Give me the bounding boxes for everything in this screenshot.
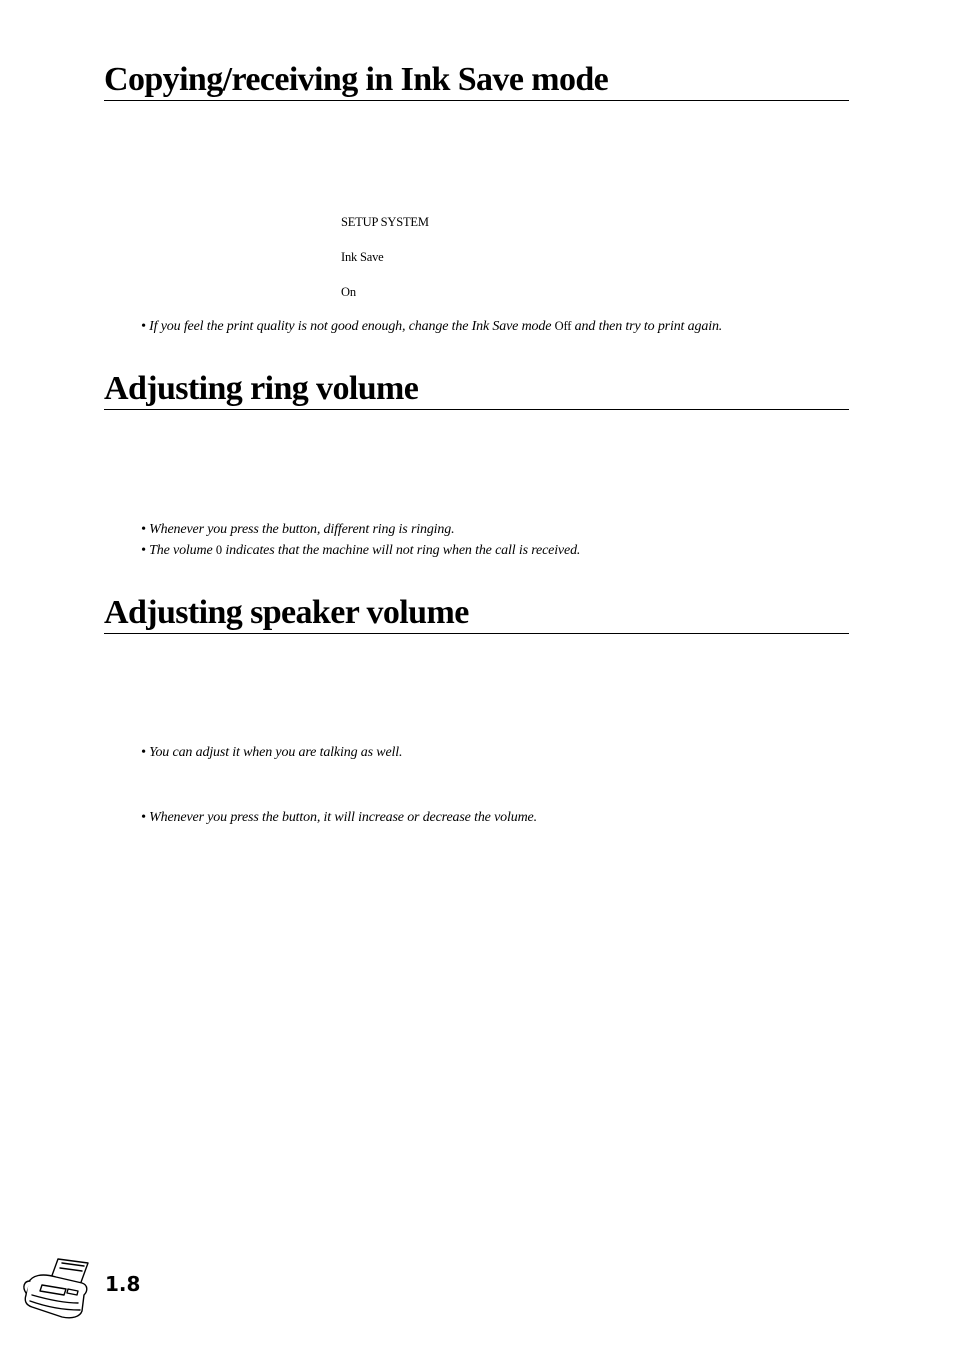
note-ring-suffix: indicates that the machine will not ring when the call is received. bbox=[222, 543, 581, 558]
note-speaker-talking: • You can adjust it when you are talking as well. bbox=[141, 745, 403, 760]
lcd-line-setup-system: SETUP SYSTEM bbox=[341, 215, 429, 229]
fax-machine-icon bbox=[22, 1255, 94, 1321]
page-number: 1.8 bbox=[105, 1272, 141, 1296]
note-ring-volume-zero bbox=[141, 542, 580, 559]
heading-ring-volume: Adjusting ring volume bbox=[104, 371, 849, 410]
note-ring-different: • Whenever you press the button, different ring is ringing. bbox=[141, 522, 455, 537]
note-ink-save-prefix: • If you feel the print quality is not good enough, change the Ink Save mode bbox=[141, 319, 555, 334]
note-ink-save-value: Off bbox=[554, 319, 572, 333]
lcd-line-ink-save: Ink Save bbox=[341, 250, 384, 264]
note-ring-prefix: • The volume bbox=[141, 543, 216, 558]
lcd-line-on: On bbox=[341, 285, 356, 299]
heading-ink-save-mode: Copying/receiving in Ink Save mode bbox=[104, 62, 849, 101]
note-speaker-increase: • Whenever you press the button, it will increase or decrease the volume. bbox=[141, 810, 537, 825]
note-ink-save-suffix: and then try to print again. bbox=[571, 319, 723, 334]
note-ring-value: 0 bbox=[215, 543, 222, 557]
note-ink-save-quality bbox=[141, 318, 722, 335]
heading-speaker-volume: Adjusting speaker volume bbox=[104, 595, 849, 634]
